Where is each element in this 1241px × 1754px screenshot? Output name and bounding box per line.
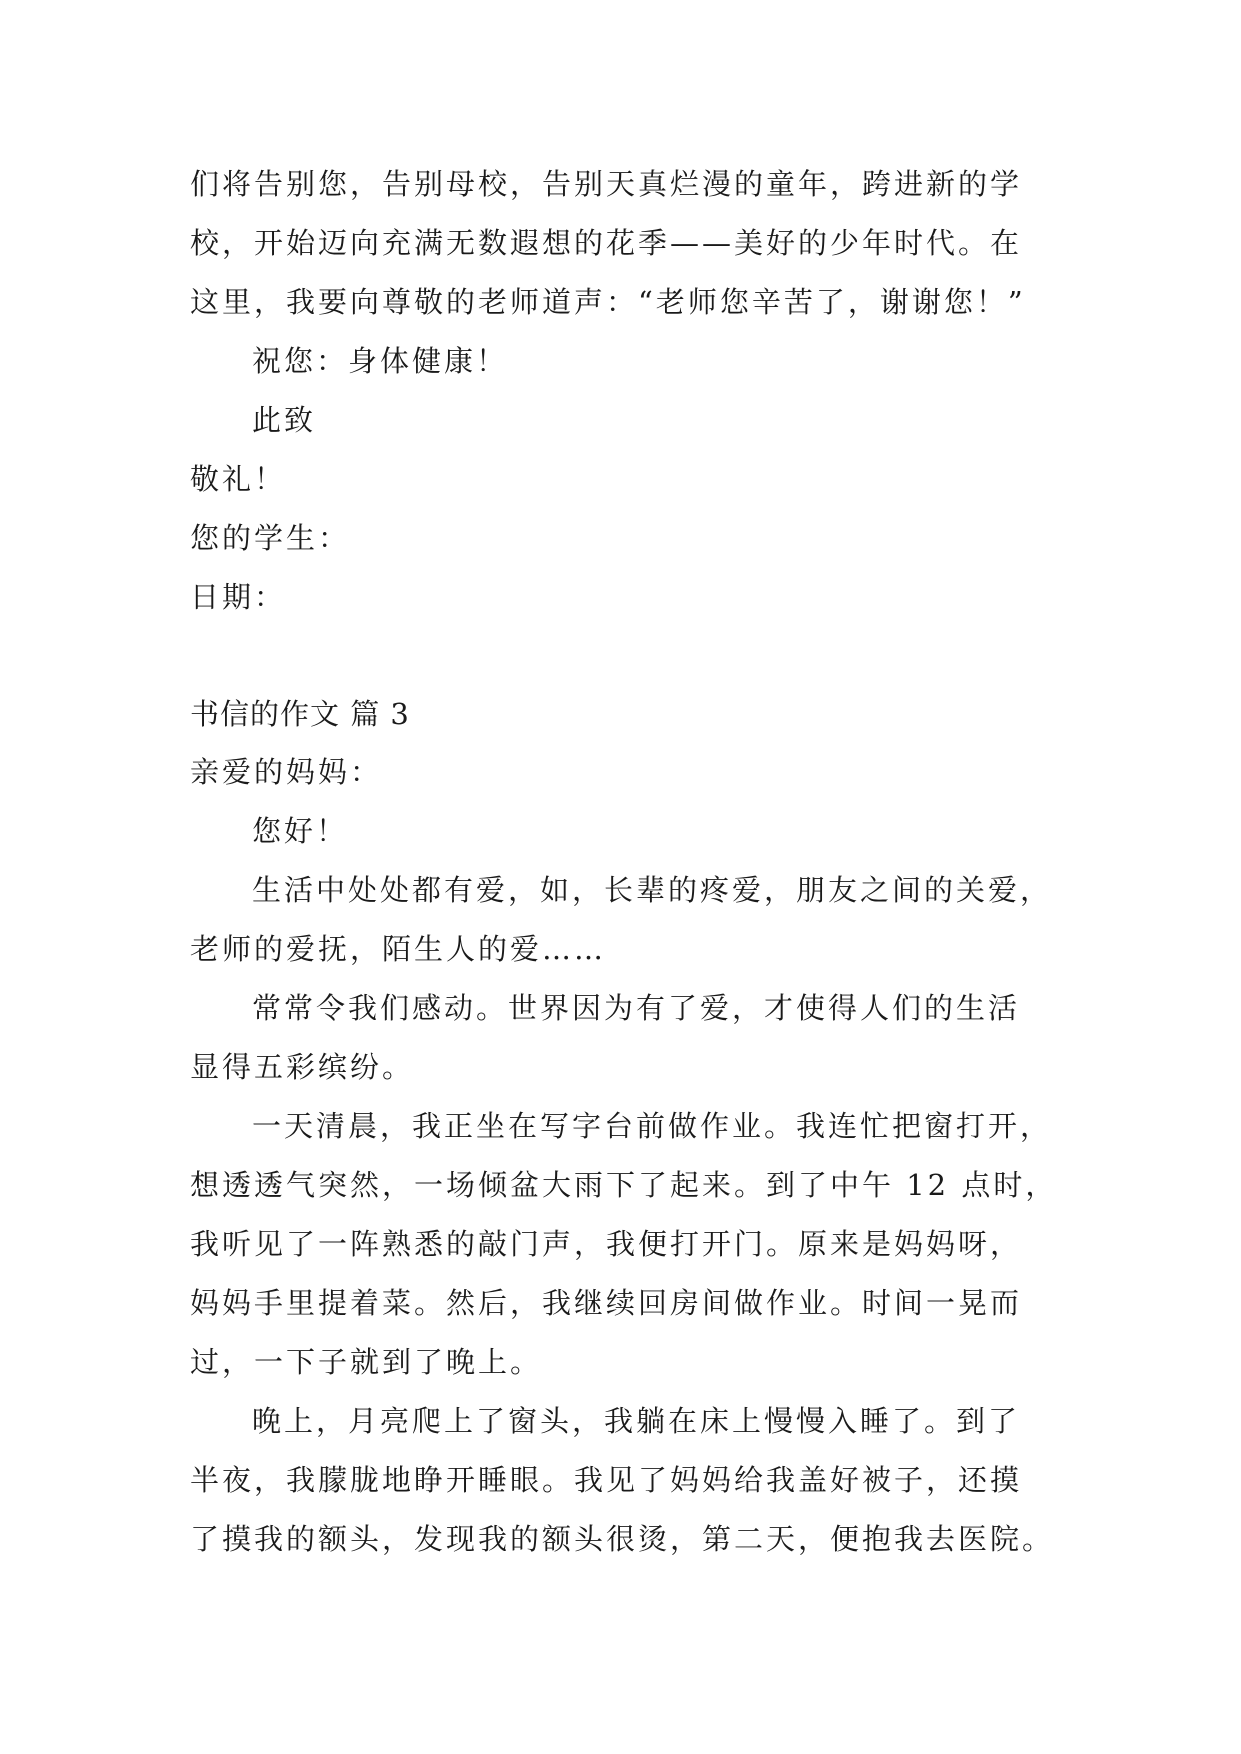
paragraph-line: 想透透气突然，一场倾盆大雨下了起来。到了中午 12 点时， — [190, 1168, 1058, 1202]
paragraph-line: 生活中处处都有爱，如，长辈的疼爱，朋友之间的关爱， — [252, 873, 1053, 907]
closing-line-1: 此致 — [252, 403, 317, 437]
signature-line: 您的学生： — [190, 521, 351, 555]
paragraph-line: 老师的爱抚，陌生人的爱…… — [190, 932, 607, 966]
paragraph-line: 们将告别您，告别母校，告别天真烂漫的童年，跨进新的学 — [190, 167, 1023, 201]
paragraph-line: 一天清晨，我正坐在写字台前做作业。我连忙把窗打开， — [252, 1109, 1053, 1143]
salutation: 亲爱的妈妈： — [190, 755, 383, 789]
closing-line-2: 敬礼！ — [190, 462, 287, 496]
section-title: 书信的作文 篇 3 — [190, 697, 410, 731]
date-line: 日期： — [190, 580, 287, 614]
paragraph-line: 晚上，月亮爬上了窗头，我躺在床上慢慢入睡了。到了 — [252, 1404, 1021, 1438]
paragraph-line: 这里，我要向尊敬的老师道声：“老师您辛苦了，谢谢您！” — [190, 285, 1026, 319]
paragraph-line: 校，开始迈向充满无数遐想的花季——美好的少年时代。在 — [190, 226, 1023, 260]
paragraph-line: 妈妈手里提着菜。然后，我继续回房间做作业。时间一晃而 — [190, 1286, 1023, 1320]
paragraph-line: 常常令我们感动。世界因为有了爱，才使得人们的生活 — [252, 991, 1021, 1025]
paragraph-line: 过，一下子就到了晚上。 — [190, 1345, 543, 1379]
paragraph-line: 了摸我的额头，发现我的额头很烫，第二天，便抱我去医院。 — [190, 1522, 1055, 1556]
paragraph-line: 我听见了一阵熟悉的敲门声，我便打开门。原来是妈妈呀， — [190, 1227, 1023, 1261]
wish-line: 祝您：身体健康！ — [252, 344, 509, 378]
paragraph-line: 半夜，我朦胧地睁开睡眼。我见了妈妈给我盖好被子，还摸 — [190, 1463, 1023, 1497]
paragraph-line: 显得五彩缤纷。 — [190, 1050, 415, 1084]
greeting: 您好！ — [252, 814, 349, 848]
